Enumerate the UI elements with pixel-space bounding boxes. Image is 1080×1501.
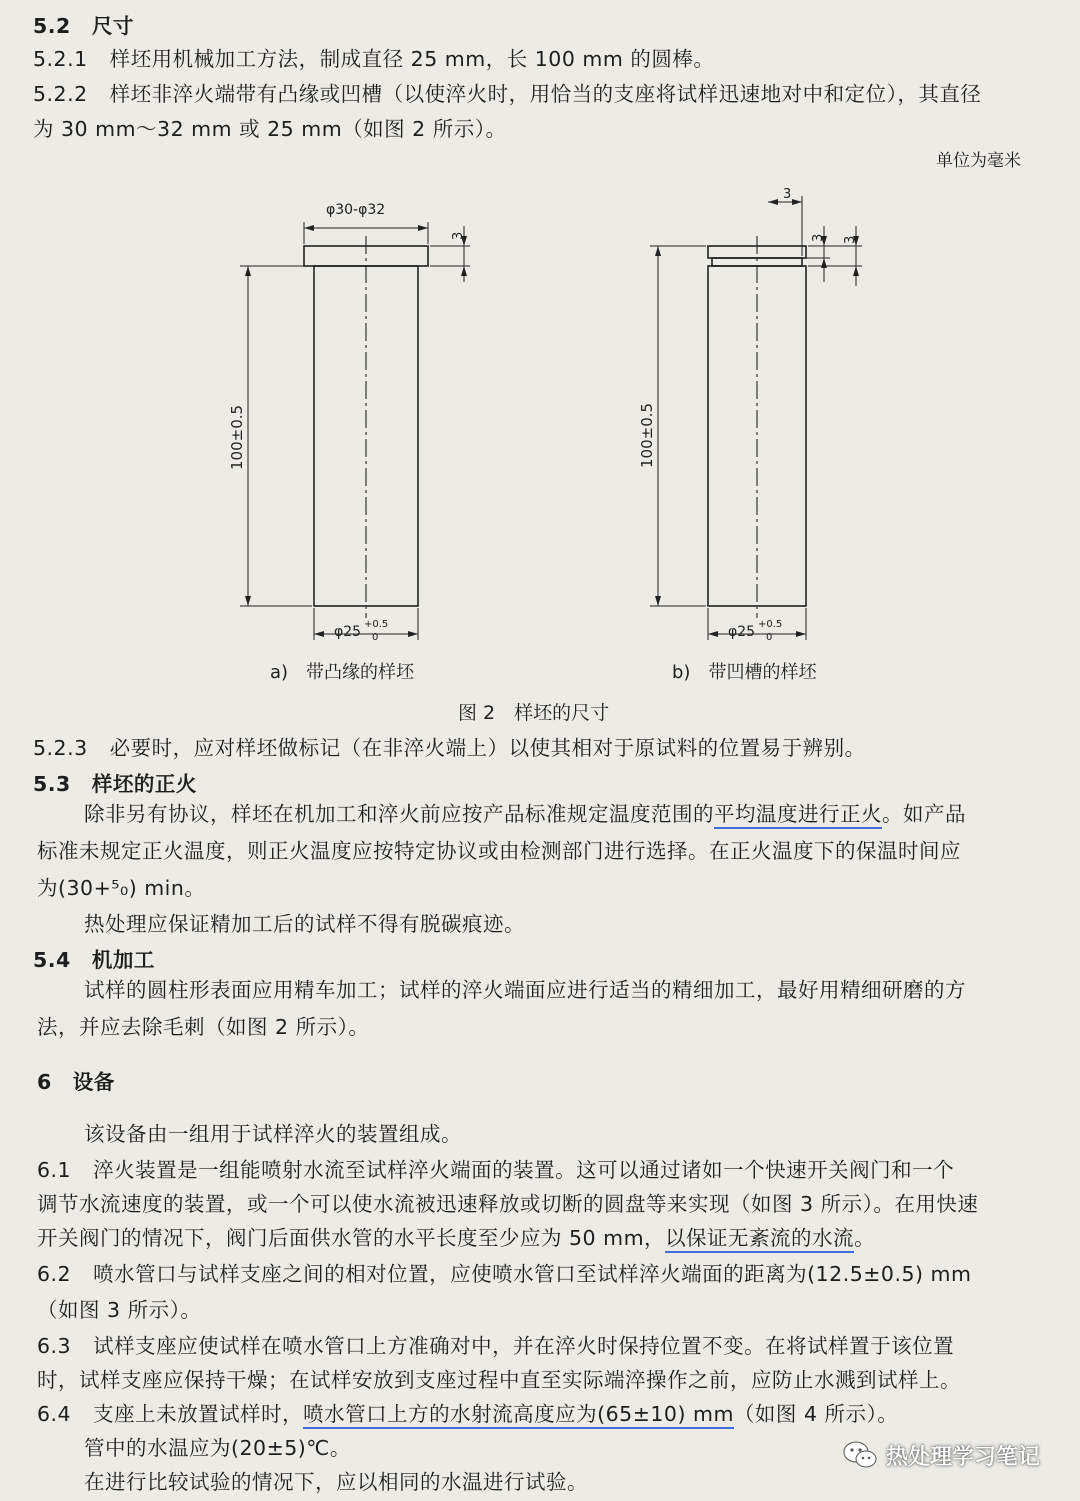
section-6-4 — [37, 1400, 898, 1428]
figure-2 — [0, 140, 1080, 730]
watermark-text: 热处理学习笔记 — [885, 1444, 1040, 1470]
section-5-4-para-2: 法，并应去除毛刺（如图 2 所示）。 — [37, 1015, 370, 1039]
dim-diameter-b: φ25 — [728, 624, 756, 640]
dim-tol-up-b: +0.5 — [758, 619, 783, 630]
section-5-3-para-1 — [84, 800, 966, 828]
dim-groove-2: 3 — [843, 235, 858, 244]
dim-groove-1: 3 — [811, 233, 826, 242]
section-5-2-3 — [33, 734, 866, 762]
section-5-2-2 — [33, 80, 981, 108]
dim-flange-height: 3 — [451, 231, 466, 240]
section-6-4-para-2: 管中的水温应为(20±5)℃。 — [84, 1436, 351, 1460]
text-run: 除非另有协议，样坯在机加工和淬火前应按产品标准规定温度范围的 — [84, 802, 714, 826]
dim-tol-low-b: 0 — [766, 632, 773, 643]
highlighted-text: 以保证无紊流的水流 — [665, 1226, 854, 1253]
clause-number: 6.1 — [37, 1158, 72, 1182]
text-run: 开关阀门的情况下，阀门后面供水管的水平长度至少应为 50 mm， — [37, 1226, 666, 1250]
clause-text: 必要时，应对样坯做标记（在非淬火端上）以使其相对于原试料的位置易于辨别。 — [109, 736, 866, 760]
highlighted-text: 喷水管口上方的水射流高度应为(65±10) mm — [303, 1402, 734, 1429]
clause-number: 6.4 — [37, 1402, 72, 1426]
figure-2-drawing — [0, 140, 1080, 730]
section-6-para: 该设备由一组用于试样淬火的装置组成。 — [84, 1122, 462, 1146]
caption-a: a) 带凸缘的样坯 — [270, 662, 415, 683]
clause-text: 样坯用机械加工方法，制成直径 25 mm，长 100 mm 的圆棒。 — [109, 47, 715, 71]
text-run: 支座上未放置试样时， — [93, 1402, 304, 1426]
caption-b: b) 带凹槽的样坯 — [672, 662, 817, 683]
clause-number: 6.3 — [37, 1334, 72, 1358]
clause-number: 5.2.1 — [33, 47, 88, 71]
dim-diameter-a: φ25 — [334, 624, 362, 640]
clause-text: 样坯非淬火端带有凸缘或凹槽（以使淬火时，用恰当的支座将试样迅速地对中和定位），其直径 — [109, 82, 982, 106]
clause-number: 5.2.2 — [33, 82, 88, 106]
text-run: 。 — [854, 1226, 876, 1250]
section-6-1-cont-1: 调节水流速度的装置，或一个可以使水流被迅速释放或切断的圆盘等来实现（如图 3 所示）。在用快速 — [37, 1192, 979, 1216]
clause-text: 喷水管口与试样支座之间的相对位置，应使喷水管口至试样淬火端面的距离为(12.5±0.5) mm — [93, 1262, 972, 1286]
units-note: 单位为毫米 — [936, 151, 1021, 171]
section-5-2-heading: 5.2 尺寸 — [33, 14, 134, 38]
section-5-4-para-1: 试样的圆柱形表面应用精车加工；试样的淬火端面应进行适当的精细加工，最好用精细研磨的方 — [84, 978, 966, 1002]
section-5-2-1 — [33, 45, 714, 73]
highlighted-text: 平均温度进行正火 — [714, 802, 882, 829]
wechat-icon — [842, 1440, 878, 1470]
section-5-2-2-cont: 为 30 mm～32 mm 或 25 mm（如图 2 所示）。 — [33, 117, 507, 141]
dim-length-a: 100±0.5 — [228, 404, 246, 470]
watermark — [842, 1433, 1040, 1477]
section-6-4-para-3: 在进行比较试验的情况下，应以相同的水温进行试验。 — [84, 1470, 588, 1494]
dim-length-b: 100±0.5 — [638, 402, 656, 468]
figure-title: 图 2 样坯的尺寸 — [458, 702, 610, 724]
clause-number: 6.2 — [37, 1262, 72, 1286]
dim-tol-up-a: +0.5 — [364, 619, 389, 630]
section-5-3-para-3: 为(30+⁵₀) min。 — [37, 876, 206, 900]
dim-groove-width: 3 — [783, 187, 792, 202]
section-6-3-cont: 时，试样支座应保持干燥；在试样安放到支座过程中直至实际端淬操作之前，应防止水溅到试样上。 — [37, 1368, 961, 1392]
section-5-3-para-4: 热处理应保证精加工后的试样不得有脱碳痕迹。 — [84, 912, 525, 936]
dim-flange-diameter: φ30-φ32 — [326, 202, 386, 218]
section-5-3-heading: 5.3 样坯的正火 — [33, 772, 197, 796]
section-5-3-para-2: 标准未规定正火温度，则正火温度应按特定协议或由检测部门进行选择。在正火温度下的保温时间应 — [37, 839, 961, 863]
section-5-4-heading: 5.4 机加工 — [33, 948, 155, 972]
clause-text: 试样支座应使试样在喷水管口上方准确对中，并在淬火时保持位置不变。在将试样置于该位置 — [93, 1334, 955, 1358]
section-6-1-cont-2 — [37, 1224, 875, 1252]
section-6-3 — [37, 1332, 954, 1360]
clause-text: 淬火装置是一组能喷射水流至试样淬火端面的装置。这可以通过诸如一个快速开关阀门和一个 — [93, 1158, 955, 1182]
section-6-2 — [37, 1260, 971, 1288]
text-run: （如图 4 所示）。 — [733, 1402, 899, 1426]
section-6-1 — [37, 1156, 954, 1184]
text-run: 。如产品 — [882, 802, 966, 826]
dim-tol-low-a: 0 — [372, 632, 379, 643]
clause-number: 5.2.3 — [33, 736, 88, 760]
section-6-heading: 6 设备 — [37, 1070, 115, 1094]
section-6-2-cont: （如图 3 所示）。 — [37, 1298, 202, 1322]
